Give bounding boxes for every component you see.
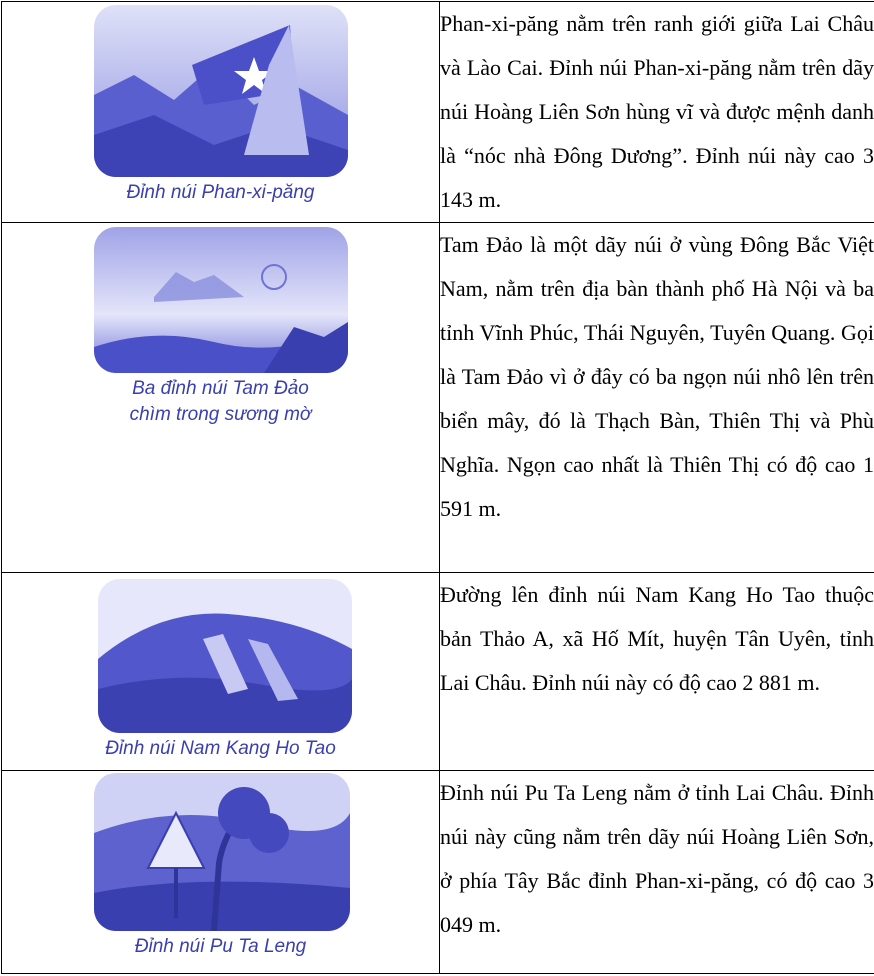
- table-row: [2, 223, 874, 573]
- table-row: [2, 573, 874, 771]
- photo-caption-line-1: Ba đỉnh núi Tam Đảo: [132, 378, 309, 399]
- description-text: Đỉnh núi Pu Ta Leng nằm ở tỉnh Lai Châu. Đỉnh núi này cũng nằm trên dãy núi Hoàng Liên Sơn, ở phía Tây Bắc đỉnh Phan-xi-păng, có độ cao 3 049 m.: [440, 771, 874, 974]
- table-row: [2, 771, 874, 974]
- nam-kang-ho-tao-photo: [98, 579, 352, 733]
- photo-caption: Đỉnh núi Nam Kang Ho Tao: [105, 738, 336, 759]
- photo-caption: Đỉnh núi Pu Ta Leng: [134, 936, 307, 957]
- summit-marker-tree-icon: [94, 773, 350, 931]
- misty-peaks-icon: [94, 227, 348, 373]
- image-cell: [2, 573, 440, 771]
- mountain-peak-flag-icon: [94, 5, 348, 177]
- image-cell: [2, 223, 440, 573]
- image-cell: [2, 2, 440, 223]
- pu-ta-leng-photo: [94, 773, 350, 931]
- image-cell: [2, 771, 440, 974]
- photo-caption-line-2: chìm trong sương mờ: [129, 404, 312, 425]
- phan-xi-pang-photo: [94, 5, 348, 177]
- table-row: [2, 2, 874, 223]
- description-text: Tam Đảo là một dãy núi ở vùng Đông Bắc Việt Nam, nằm trên địa bàn thành phố Hà Nội và ba tỉnh Vĩnh Phúc, Thái Nguyên, Tuyên Quang. Gọi là Tam Đảo vì ở đây có ba ngọn núi nhô lên trên biển mây, đó là Thạch Bàn, Thiên Thị và Phù Nghĩa. Ngọn cao nhất là Thiên Thị có độ cao 1 591 m.: [440, 223, 874, 573]
- forested-mountain-icon: [98, 579, 352, 733]
- description-text: Phan-xi-păng nằm trên ranh giới giữa Lai Châu và Lào Cai. Đỉnh núi Phan-xi-păng nằm trên dãy núi Hoàng Liên Sơn hùng vĩ và được mệnh danh là “nóc nhà Đông Dương”. Đỉnh núi này cao 3 143 m.: [440, 2, 874, 223]
- photo-caption: Đỉnh núi Phan-xi-păng: [126, 182, 315, 203]
- tam-dao-photo: [94, 227, 348, 373]
- mountains-table: [1, 1, 874, 974]
- description-text: Đường lên đỉnh núi Nam Kang Ho Tao thuộc bản Thảo A, xã Hố Mít, huyện Tân Uyên, tỉnh Lai Châu. Đỉnh núi này có độ cao 2 881 m.: [440, 573, 874, 771]
